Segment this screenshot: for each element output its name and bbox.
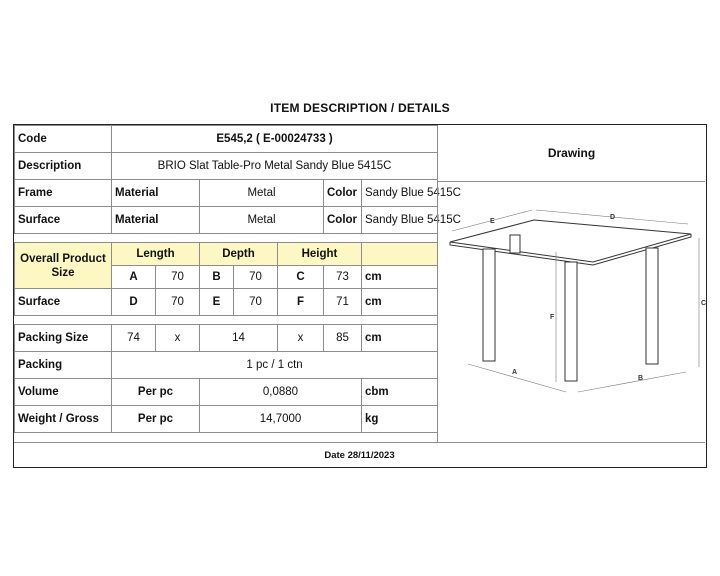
volume-row: [15, 379, 438, 406]
packing-row: [15, 352, 438, 379]
description-row: [15, 153, 438, 180]
spec-sheet: [13, 124, 707, 468]
dim-d-letter: D: [112, 289, 156, 316]
surface-size-label: Surface: [15, 289, 112, 316]
height-header: Height: [278, 243, 362, 266]
volume-unit: cbm: [362, 379, 438, 406]
surface-label: Surface: [15, 207, 112, 234]
frame-material-label: Material: [112, 180, 200, 207]
packing-label: Packing: [15, 352, 112, 379]
spacer: [15, 234, 438, 243]
code-row: [15, 126, 438, 153]
dim-e-value: 70: [234, 289, 278, 316]
drawing-header: [437, 125, 705, 182]
table-drawing: [438, 182, 706, 442]
dim-e-letter: E: [200, 289, 234, 316]
dim-b-value: 70: [234, 266, 278, 289]
packing-width: 14: [200, 325, 278, 352]
size-header-blank: [362, 243, 438, 266]
code-label: Code: [15, 126, 112, 153]
length-header: Length: [112, 243, 200, 266]
surface-material: Metal: [200, 207, 324, 234]
leg-back-left: [510, 235, 520, 253]
letter-f: F: [550, 314, 555, 321]
table-outline: [450, 210, 699, 392]
frame-color-label: Color: [324, 180, 362, 207]
surface-material-label: Material: [112, 207, 200, 234]
surface-unit: cm: [362, 289, 438, 316]
surface-size-row: [15, 289, 438, 316]
dim-d-value: 70: [156, 289, 200, 316]
dim-b-letter: B: [200, 266, 234, 289]
date-row: [14, 442, 705, 467]
leg-right: [646, 248, 658, 364]
packing-height: 85: [324, 325, 362, 352]
dim-f-value: 71: [324, 289, 362, 316]
dim-c-value: 73: [324, 266, 362, 289]
weight-per: Per pc: [112, 406, 200, 433]
dim-f-letter: F: [278, 289, 324, 316]
surface-material-row: [15, 207, 438, 234]
sheet-title: ITEM DESCRIPTION / DETAILS: [270, 101, 450, 115]
overall-unit: cm: [362, 266, 438, 289]
frame-label: Frame: [15, 180, 112, 207]
weight-value: 14,7000: [200, 406, 362, 433]
size-header-row: [15, 243, 438, 266]
depth-header: Depth: [200, 243, 278, 266]
weight-unit: kg: [362, 406, 438, 433]
dim-a-value: 70: [156, 266, 200, 289]
packing-size-row: [15, 325, 438, 352]
code-value: E545,2 ( E-00024733 ): [112, 126, 438, 153]
spacer: [15, 316, 438, 325]
packing-times-1: x: [156, 325, 200, 352]
description-label: Description: [15, 153, 112, 180]
leg-front-center: [565, 262, 577, 381]
volume-per: Per pc: [112, 379, 200, 406]
date-text: Date 28/11/2023: [324, 449, 395, 461]
packing-length: 74: [112, 325, 156, 352]
volume-value: 0,0880: [200, 379, 362, 406]
drawing-title: Drawing: [547, 146, 596, 160]
letter-e: E: [490, 218, 495, 225]
letter-c: C: [701, 300, 707, 307]
dim-a-letter: A: [112, 266, 156, 289]
weight-row: [15, 406, 438, 433]
dim-line-b: [578, 372, 686, 392]
dim-c-letter: C: [278, 266, 324, 289]
surface-color-label: Color: [324, 207, 362, 234]
packing-size-label: Packing Size: [15, 325, 112, 352]
frame-material: Metal: [200, 180, 324, 207]
weight-label: Weight / Gross: [15, 406, 112, 433]
overall-size-label: Overall Product Size: [15, 243, 112, 289]
frame-color: Sandy Blue 5415C: [362, 180, 438, 207]
drawing-area: [437, 182, 705, 442]
letter-b: B: [638, 375, 644, 382]
packing-value: 1 pc / 1 ctn: [112, 352, 438, 379]
spec-table: [14, 125, 461, 433]
description-value: BRIO Slat Table-Pro Metal Sandy Blue 5415C: [112, 153, 438, 180]
letter-d: D: [610, 214, 616, 221]
letter-a: A: [512, 369, 518, 376]
frame-row: [15, 180, 438, 207]
packing-times-2: x: [278, 325, 324, 352]
packing-size-unit: cm: [362, 325, 438, 352]
surface-color: Sandy Blue 5415C: [362, 207, 438, 234]
leg-front-left: [483, 249, 495, 361]
volume-label: Volume: [15, 379, 112, 406]
